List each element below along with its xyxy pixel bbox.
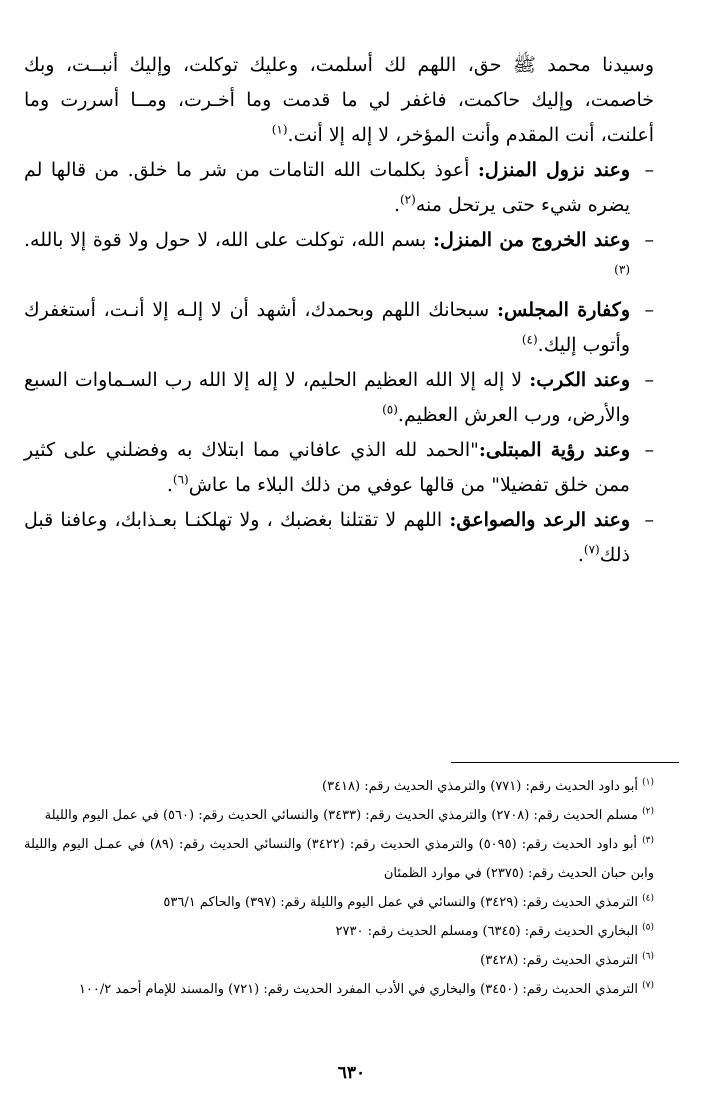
item-text: لا إله إلا الله العظيم الحليم، لا إله إلا الله رب السـماوات السبع والأرض، ورب العرش العظيم. [24,369,630,426]
item-text: بسم الله، توكلت على الله، لا حول ولا قوة إلا بالله. [24,229,433,251]
item-heading: وعند الرعد والصواعق: [449,509,630,531]
footnote [24,772,654,801]
footnote-ref: (٤) [521,332,538,347]
list-item [24,433,654,503]
item-tail: . [393,194,400,216]
list-dash: – [644,509,654,531]
footnote [24,975,654,1004]
list-dash: – [644,159,654,181]
list-item [24,293,654,363]
footnote-text: مسلم الحديث رقم: (٢٧٠٨) والترمذي الحديث رقم: (٣٤٣٣) والنسائي الحديث رقم: (٥٦٠) في عمل اليوم والليلة [44,808,638,823]
footnote [24,801,654,830]
list-item [24,503,654,573]
footnote-separator [451,762,679,763]
item-heading: وعند نزول المنزل: [477,159,630,181]
footnote [24,888,654,917]
footnote-number: (٣) [642,835,654,846]
footnote [24,917,654,946]
list-dash: – [644,299,654,321]
footnote-number: (٢) [642,806,654,817]
list-item [24,153,654,223]
item-text: "الحمد لله الذي عافاني مما ابتلاك به وفضلني على كثير ممن خلق تفضيلا" من قالها عوفي من ذلك البلاء ما عاش [24,439,630,496]
footnote-ref: (٣) [614,262,630,277]
footnote-text: أبو داود الحديث رقم: (٧٧١) والترمذي الحديث رقم: (٣٤١٨) [322,779,638,794]
list-item [24,223,654,293]
footnote-ref: (٥) [382,402,398,417]
footnote-ref: (٦) [172,472,189,487]
item-text: سبحانك اللهم وبحمدك، أشهد أن لا إلـه إلا أنـت، أستغفرك وأتوب إليك. [24,299,630,356]
item-tail: . [577,544,584,566]
list-dash: – [644,369,654,391]
item-heading: وعند الخروج من المنزل: [433,229,631,251]
item-text: أعوذ بكلمات الله التامات من شر ما خلق. من قالها لم يضره شيء حتى يرتحل منه [24,159,630,216]
footnote-text: الترمذي الحديث رقم: (٣٤٢٩) والنسائي في عمل اليوم والليلة رقم: (٣٩٧) والحاكم ٥٣٦/١ [163,895,638,910]
footnote-text: أبو داود الحديث رقم: (٥٠٩٥) والترمذي الحديث رقم: (٣٤٢٢) والنسائي الحديث رقم: (٨٩) في عمـل اليوم والليلة وابن حبان الحديث رقم: (٢٣٧٥) في موارد الظمئان [24,837,654,881]
footnote-number: (٧) [642,980,654,991]
footnote-ref: (١) [271,122,288,137]
footnote-number: (٥) [642,922,654,933]
list-dash: – [644,229,654,251]
footnote-text: البخاري الحديث رقم: (٦٣٤٥) ومسلم الحديث رقم: ٢٧٣٠ [335,924,638,939]
footnote-text: الترمذي الحديث رقم: (٣٤٥٠) والبخاري في الأدب المفرد الحديث رقم: (٧٢١) والمسند للإمام أحمد ١٠٠/٢ [78,982,638,997]
item-heading: وعند الكرب: [529,369,630,391]
footnote-ref: (٢) [399,192,416,207]
footnote-text: الترمذي الحديث رقم: (٣٤٢٨) [480,953,638,968]
item-heading: وعند رؤية المبتلى: [478,439,630,461]
page-number: ٦٣٠ [337,1063,366,1083]
item-text: اللهم لا تقتلنا بغضبك ، ولا تهلكنـا بعـذابك، وعافنا قبل ذلك [24,509,630,566]
list-item [24,363,654,433]
list-dash: – [644,439,654,461]
main-text [24,48,654,573]
footnote-ref: (٧) [583,542,600,557]
footnote-number: (١) [642,777,654,788]
item-tail: . [166,474,173,496]
footnote-number: (٤) [642,893,654,904]
intro-text: وسيدنا محمد ﷺ حق، اللهم لك أسلمت، وعليك توكلت، وإليك أنبــت، وبك خاصمت، وإليك حاكمت، فاغفر لي ما قدمت وما أخـرت، ومــا أسررت وما أعلنت، أنت المقدم وأنت المؤخر، لا إله إلا أنت. [24,54,654,146]
item-heading: وكفارة المجلس: [497,299,630,321]
footnote [24,830,654,888]
footnotes [24,772,654,1004]
intro-paragraph [24,48,654,153]
footnote-number: (٦) [642,951,654,962]
footnote [24,946,654,975]
